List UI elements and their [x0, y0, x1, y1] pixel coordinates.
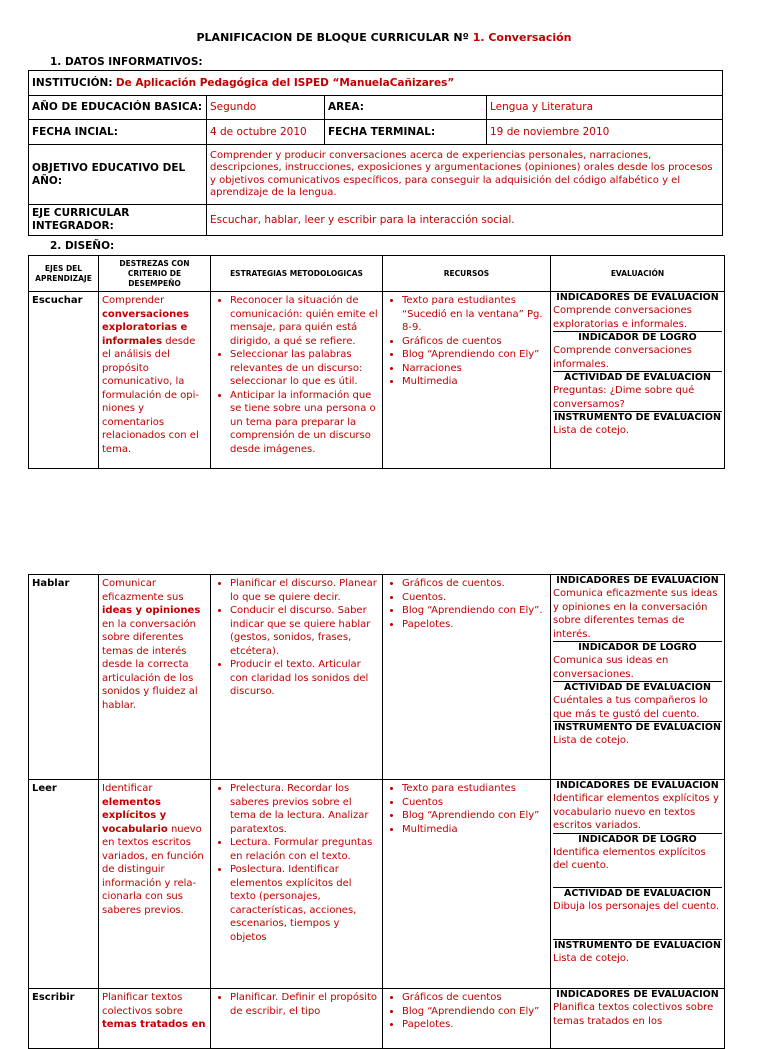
header-estrategias: ESTRATEGIAS METODOLOGICAS [211, 256, 383, 292]
estrategias-cell [211, 292, 383, 469]
info-table [28, 70, 723, 236]
evaluacion-cell: INDICADORES DE EVALUACION Planifica textos colectivos sobre temas tratados en los [551, 989, 725, 1049]
list-item: • Blog “Aprendiendo con Ely” [402, 1005, 547, 1019]
design-table-1 [28, 255, 725, 469]
list-item: • Narraciones [402, 362, 547, 376]
anio-label: AÑO DE EDUCACIÓN BASICA: [29, 96, 207, 120]
destreza-cell: Comunicar eficazmente sus ideas y opiniones en la conversación sobre diferentes temas de interés desde la correcta articulación de los sonidos y fluidez al hablar. [99, 575, 211, 780]
evaluacion-cell: INDICADORES DE EVALUACION Identificar elementos explícitos y vocabulario nuevo en textos escritos variados. INDICADOR DE LOGRO Identifica elementos explícitos del cuento. ACTIVIDAD DE EVALUACION Dibuja los personajes del cuento. INSTRUMENTO DE EVALUACION Lista de cotejo. [551, 780, 725, 989]
anio-value: Segundo [207, 96, 325, 120]
list-item: • Producir el texto. Articular con claridad los sonidos del discurso. [230, 658, 379, 699]
destreza-cell: Planificar textos colectivos sobre temas tratados en [99, 989, 211, 1049]
eje-cell: Leer [29, 780, 99, 989]
list-item: • Reconocer la situación de comunicación: quién emite el mensaje, para quién está dirigido, a qué se refiere. [230, 294, 379, 348]
list-item: • Gráficos de cuentos. [402, 577, 547, 591]
area-value: Lengua y Literatura [487, 96, 723, 120]
list-item: • Seleccionar las palabras relevantes de un discurso: seleccionar lo que es útil. [230, 348, 379, 389]
list-item: • Texto para estudiantes [402, 782, 547, 796]
list-item: • Cuentos [402, 796, 547, 810]
list-item: • Papelotes. [402, 618, 547, 632]
eje-label: EJE CURRICULAR INTEGRADOR: [29, 205, 207, 236]
list-item: • Multimedia [402, 823, 547, 837]
section-diseno: 2. DISEÑO: [50, 240, 115, 252]
evaluacion-cell: INDICADORES DE EVALUACION Comunica eficazmente sus ideas y opiniones en la conversación sobre diferentes temas de interés. INDICADOR DE LOGRO Comunica sus ideas en conversaciones. ACTIVIDAD DE EVALUACION Cuéntales a tus compañeros lo que más te gustó del cuento. INSTRUMENTO DE EVALUACION Lista de cotejo. [551, 575, 725, 780]
fecha-inicial-value: 4 de octubre 2010 [207, 120, 325, 145]
eje-cell: Escribir [29, 989, 99, 1049]
objetivo-value: Comprender y producir conversaciones acerca de experiencias personales, narraciones, descripciones, instrucciones, exposiciones y argumentaciones (opiniones) orales desde los procesos y objetivos comunicativos específicos, para conseguir la adquisición del código alfabético y el aprendizaje de la lengua. [207, 145, 723, 205]
list-item: • Texto para estudiantes “Sucedió en la ventana” Pg. 8-9. [402, 294, 547, 335]
objetivo-label: OBJETIVO EDUCATIVO DEL AÑO: [29, 145, 207, 205]
fecha-terminal-label: FECHA TERMINAL: [325, 120, 487, 145]
eje-cell: Escuchar [29, 292, 99, 469]
fecha-terminal-value: 19 de noviembre 2010 [487, 120, 723, 145]
list-item: • Lectura. Formular preguntas en relación con el texto. [230, 836, 379, 863]
list-item: • Planificar el discurso. Planear lo que se quiere decir. [230, 577, 379, 604]
section-datos-informativos: 1. DATOS INFORMATIVOS: [50, 56, 203, 68]
list-item: • Gráficos de cuentos [402, 335, 547, 349]
recursos-cell [383, 292, 551, 469]
estrategias-cell [211, 989, 383, 1049]
fecha-inicial-label: FECHA INCIAL: [29, 120, 207, 145]
estrategias-cell [211, 780, 383, 989]
page-title: PLANIFICACION DE BLOQUE CURRICULAR Nº 1. Conversación [196, 31, 572, 44]
list-item: • Blog “Aprendiendo con Ely” [402, 809, 547, 823]
list-item: • Gráficos de cuentos [402, 991, 547, 1005]
eje-value: Escuchar, hablar, leer y escribir para la interacción social. [207, 205, 723, 236]
list-item: • Papelotes. [402, 1018, 547, 1032]
recursos-cell [383, 575, 551, 780]
header-ejes: EJES DEL APRENDIZAJE [29, 256, 99, 292]
recursos-cell [383, 780, 551, 989]
header-recursos: RECURSOS [383, 256, 551, 292]
header-destrezas: DESTREZAS CON CRITERIO DE DESEMPEÑO [99, 256, 211, 292]
list-item: • Conducir el discurso. Saber indicar que se quiere hablar (gestos, sonidos, frases, etcétera). [230, 604, 379, 658]
list-item: • Blog “Aprendiendo con Ely” [402, 348, 547, 362]
list-item: • Poslectura. Identificar elementos explícitos del texto (personajes, características, acciones, escenarios, tiempos y objetos [230, 863, 379, 944]
institucion-cell: INSTITUCIÓN: De Aplicación Pedagógica del ISPED “ManuelaCañizares” [29, 71, 723, 96]
list-item: • Multimedia [402, 375, 547, 389]
list-item: • Prelectura. Recordar los saberes previos sobre el tema de la lectura. Analizar paratextos. [230, 782, 379, 836]
header-evaluacion: EVALUACIÓN [551, 256, 725, 292]
eje-cell: Hablar [29, 575, 99, 780]
design-table-2 [28, 574, 725, 1049]
list-item: • Cuentos. [402, 591, 547, 605]
list-item: • Anticipar la información que se tiene sobre una persona o un tema para preparar la comprensión de un discurso desde imágenes. [230, 389, 379, 457]
recursos-cell [383, 989, 551, 1049]
list-item: • Blog “Aprendiendo con Ely”. [402, 604, 547, 618]
destreza-cell: Comprender conversaciones exploratorias e informales desde el análisis del propósito comunicativo, la formulación de opi-niones y comentarios relacionados con el tema. [99, 292, 211, 469]
list-item: • Planificar. Definir el propósito de escribir, el tipo [230, 991, 379, 1018]
evaluacion-cell: INDICADORES DE EVALUACION Comprende conversaciones exploratorias e informales. INDICADOR DE LOGRO Comprende conversaciones informales. ACTIVIDAD DE EVALUACION Preguntas: ¿Dime sobre qué conversamos? INSTRUMENTO DE EVALUACION Lista de cotejo. [551, 292, 725, 469]
estrategias-cell [211, 575, 383, 780]
area-label: AREA: [325, 96, 487, 120]
destreza-cell: Identificar elementos explícitos y vocabulario nuevo en textos escritos variados, en función de distinguir información y rela-cionarla con sus saberes previos. [99, 780, 211, 989]
